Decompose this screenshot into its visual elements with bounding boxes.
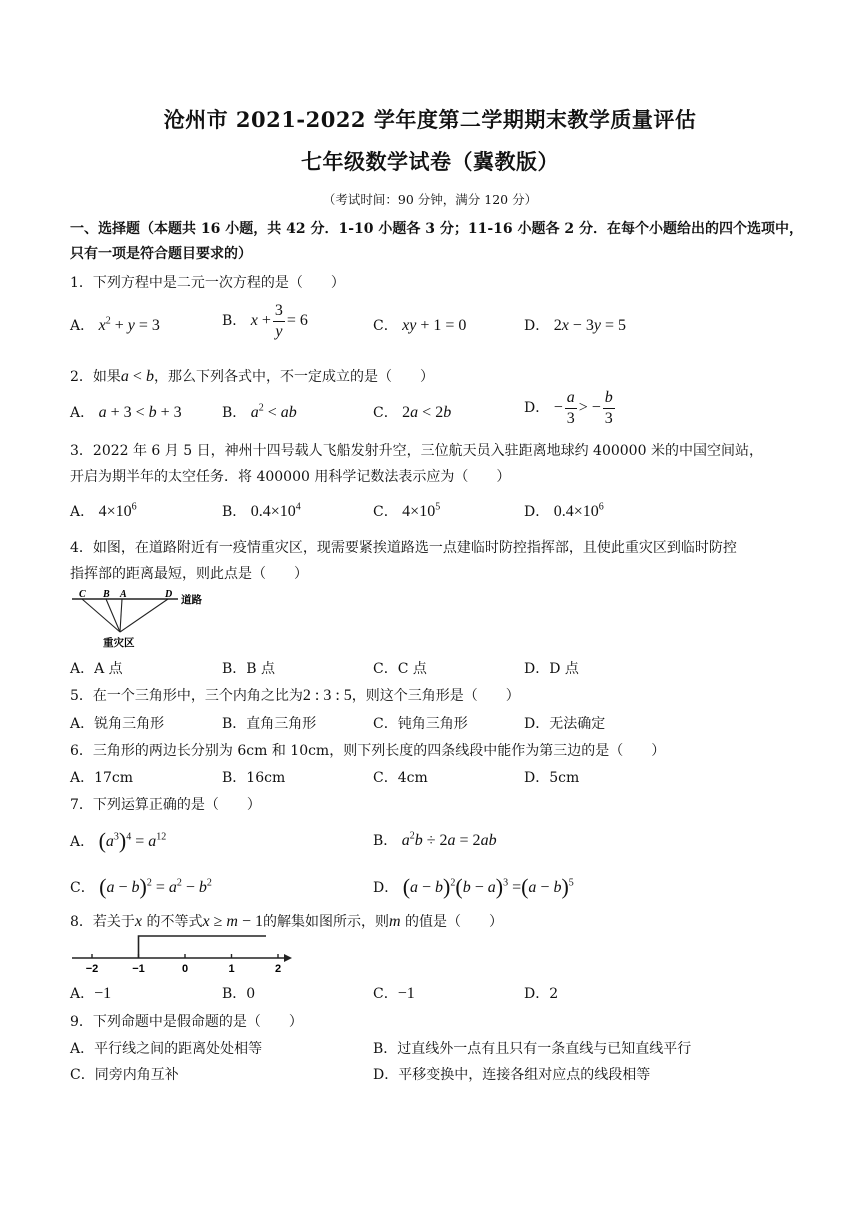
q3-expr-b: $0.4\times 10^4$ — [250, 501, 301, 520]
q2-option-d — [524, 390, 617, 427]
q6-option-d: D．5cm — [524, 770, 580, 786]
q8-option-d — [524, 983, 558, 1003]
q4-option-c: C．C 点 — [373, 661, 427, 677]
number-line-tick-label: 2 — [274, 963, 282, 975]
q5-option-b: B．直角三角形 — [222, 716, 317, 732]
q8-label-c: C． — [373, 986, 398, 1002]
q3-label-c: C． — [373, 504, 398, 520]
q1-option-b — [222, 303, 308, 340]
road-label: 道路 — [181, 594, 202, 606]
q8-option-a — [70, 983, 111, 1003]
q8-var-m: m — [388, 913, 401, 930]
q5-ratio: 2 : 3 : 5 — [302, 687, 352, 704]
q8-value-b: 0 — [246, 986, 256, 1002]
solution-bracket — [139, 936, 267, 958]
q8-label-b: B． — [222, 986, 247, 1002]
number-line-arrow — [284, 954, 292, 962]
q4-option-d: D．D 点 — [524, 661, 579, 677]
q9-option-a: A．平行线之间的距离处处相等 — [70, 1041, 263, 1057]
q2-expr-a: a + 3 < b + 3 — [98, 404, 182, 421]
number-line-tick-label: −1 — [132, 963, 145, 975]
q7-option-b — [373, 830, 497, 850]
q8-value-d: 2 — [549, 986, 559, 1002]
q1-expr-a: $x^2 + y = 3$ — [98, 315, 160, 334]
q8-label-a: A． — [70, 986, 95, 1002]
q9-option-b: B．过直线外一点有且只有一条直线与已知直线平行 — [373, 1041, 692, 1057]
q2-label-a: A． — [70, 405, 95, 421]
q6-option-b: B．16cm — [222, 770, 286, 786]
q2-option-a — [70, 402, 182, 422]
number-line-tick-label: −2 — [85, 963, 99, 975]
q1-expr-d: 2x − 3y = 5 — [553, 317, 626, 334]
q5-option-d: D．无法确定 — [524, 716, 606, 732]
road-disaster-figure — [70, 588, 220, 650]
question-3-line1: 3．2022 年 6 月 5 日，神州十四号载人飞船发射升空，三位航天员入驻距离地球约 400000 米的中国空间站， — [70, 443, 763, 459]
q8-text-d: 的值是（ ） — [400, 914, 503, 930]
q3-expr-a: $4\times 10^6$ — [98, 501, 137, 520]
q2-expr-d: − $\frac{a}{3}$ > − $\frac{b}{3}$ — [553, 389, 613, 427]
q8-inequality: x ≥ m − 1 — [202, 913, 263, 930]
q4-option-b: B．B 点 — [222, 661, 276, 677]
q8-text-a: 8．若关于 — [70, 914, 135, 930]
q9-option-c: C．同旁内角互补 — [70, 1067, 179, 1083]
q3-option-b — [222, 501, 301, 521]
q3-expr-d: $0.4\times 10^6$ — [553, 501, 604, 520]
q8-value-c: −1 — [397, 985, 415, 1002]
q5-text-a: 5．在一个三角形中，三个内角之比为 — [70, 688, 303, 704]
q7-label-c: C． — [70, 880, 95, 896]
q1-label-c: C． — [373, 318, 398, 334]
point-label-d: D — [165, 589, 173, 600]
q2-text-b: ，那么下列各式中，不一定成立的是（ ） — [153, 369, 434, 385]
q1-expr-c: xy + 1 = 0 — [402, 317, 467, 334]
q7-label-a: A． — [70, 834, 95, 850]
q1-expr-b: x + $\frac{3}{y}$ = 6 — [250, 302, 308, 340]
q3-expr-c: $4\times 10^5$ — [402, 501, 441, 520]
question-3-line2: 开启为期半年的太空任务．将 400000 用科学记数法表示应为（ ） — [70, 469, 511, 485]
q3-option-d — [524, 501, 604, 521]
q1-label-a: A． — [70, 318, 95, 334]
q2-option-b — [222, 402, 297, 422]
q7-option-c — [70, 874, 212, 900]
q3-label-b: B． — [222, 504, 247, 520]
q8-text-b: 的不等式 — [142, 914, 203, 930]
segment-b — [106, 599, 120, 632]
q1-label-d: D． — [524, 318, 550, 334]
q3-label-a: A． — [70, 504, 95, 520]
question-5-text — [70, 685, 520, 705]
q5-text-b: ，则这个三角形是（ ） — [351, 688, 520, 704]
section-heading-line2: 只有一项是符合题目要求的） — [70, 246, 252, 262]
q7-expr-c: $(a - b)^2 = a^2 - b^2$ — [99, 874, 212, 899]
q7-label-d: D． — [373, 880, 399, 896]
number-line-figure — [70, 934, 295, 976]
q2-label-b: B． — [222, 405, 247, 421]
question-9-text: 9．下列命题中是假命题的是（ ） — [70, 1014, 303, 1030]
number-line-tick-label: 1 — [228, 963, 235, 975]
q8-text-c: 的解集如图所示，则 — [262, 914, 389, 930]
q2-condition: a < b — [120, 368, 154, 385]
point-label-a: A — [120, 589, 127, 600]
q7-option-d — [373, 874, 574, 900]
q8-value-a: −1 — [94, 985, 112, 1002]
q9-option-d: D．平移变换中，连接各组对应点的线段相等 — [373, 1067, 651, 1083]
exam-info: （考试时间：90 分钟，满分 120 分） — [322, 192, 538, 207]
segment-d — [120, 599, 168, 632]
q2-expr-b: $a^2$ < ab — [250, 402, 297, 421]
q2-option-c — [373, 402, 451, 422]
q1-label-b: B． — [222, 313, 247, 330]
q3-option-c — [373, 501, 440, 521]
question-6-text: 6．三角形的两边长分别为 6cm 和 10cm，则下列长度的四条线段中能作为第三边的是（ ） — [70, 743, 666, 759]
q7-option-a — [70, 828, 166, 854]
zone-label: 重灾区 — [103, 637, 135, 649]
q6-option-a: A．17cm — [70, 770, 134, 786]
q4-option-a: A．A 点 — [70, 661, 123, 677]
q2-label-c: C． — [373, 405, 398, 421]
section-heading-line1: 一、选择题（本题共 16 小题，共 42 分．1-10 小题各 3 分；11-16 小题各 2 分．在每个小题给出的四个选项中， — [70, 221, 803, 237]
q7-expr-b: $a^2b \div 2a = 2ab$ — [401, 830, 497, 849]
point-label-c: C — [79, 589, 86, 600]
q8-label-d: D． — [524, 986, 550, 1002]
question-4-line2: 指挥部的距离最短，则此点是（ ） — [70, 566, 308, 582]
question-7-text: 7．下列运算正确的是（ ） — [70, 797, 261, 813]
q5-option-c: C．钝角三角形 — [373, 716, 468, 732]
question-4-line1: 4．如图，在道路附近有一疫情重灾区，现需要紧挨道路选一点建临时防控指挥部，且使此重灾区到临时防控 — [70, 540, 737, 556]
q1-option-c — [373, 315, 466, 335]
point-label-b: B — [103, 589, 110, 600]
q6-option-c: C．4cm — [373, 770, 428, 786]
question-2-text — [70, 366, 434, 386]
exam-title: 沧州市 2021-2022 学年度第二学期期末教学质量评估 — [163, 107, 697, 132]
q2-expr-c: 2a < 2b — [402, 404, 452, 421]
q8-var-x: x — [134, 913, 143, 930]
q3-option-a — [70, 501, 137, 521]
question-8-text — [70, 911, 503, 931]
q1-option-d — [524, 315, 626, 335]
q1-option-a — [70, 315, 160, 335]
q8-option-b — [222, 983, 255, 1003]
q7-expr-a: $(a^3)^4 = a^{12}$ — [98, 828, 167, 853]
exam-subtitle: 七年级数学试卷（冀教版） — [301, 149, 559, 174]
question-1-text: 1．下列方程中是二元一次方程的是（ ） — [70, 275, 345, 291]
q7-label-b: B． — [373, 833, 398, 849]
q5-option-a: A．锐角三角形 — [70, 716, 165, 732]
q2-text-a: 2．如果 — [70, 369, 121, 385]
q7-expr-d: $(a - b)^2(b - a)^3 =(a - b)^5$ — [402, 874, 574, 899]
segment-c — [82, 599, 120, 632]
segment-a — [120, 599, 122, 632]
q3-label-d: D． — [524, 504, 550, 520]
number-line-tick-label: 0 — [181, 963, 189, 975]
q8-option-c — [373, 983, 415, 1003]
q2-label-d: D． — [524, 400, 550, 417]
